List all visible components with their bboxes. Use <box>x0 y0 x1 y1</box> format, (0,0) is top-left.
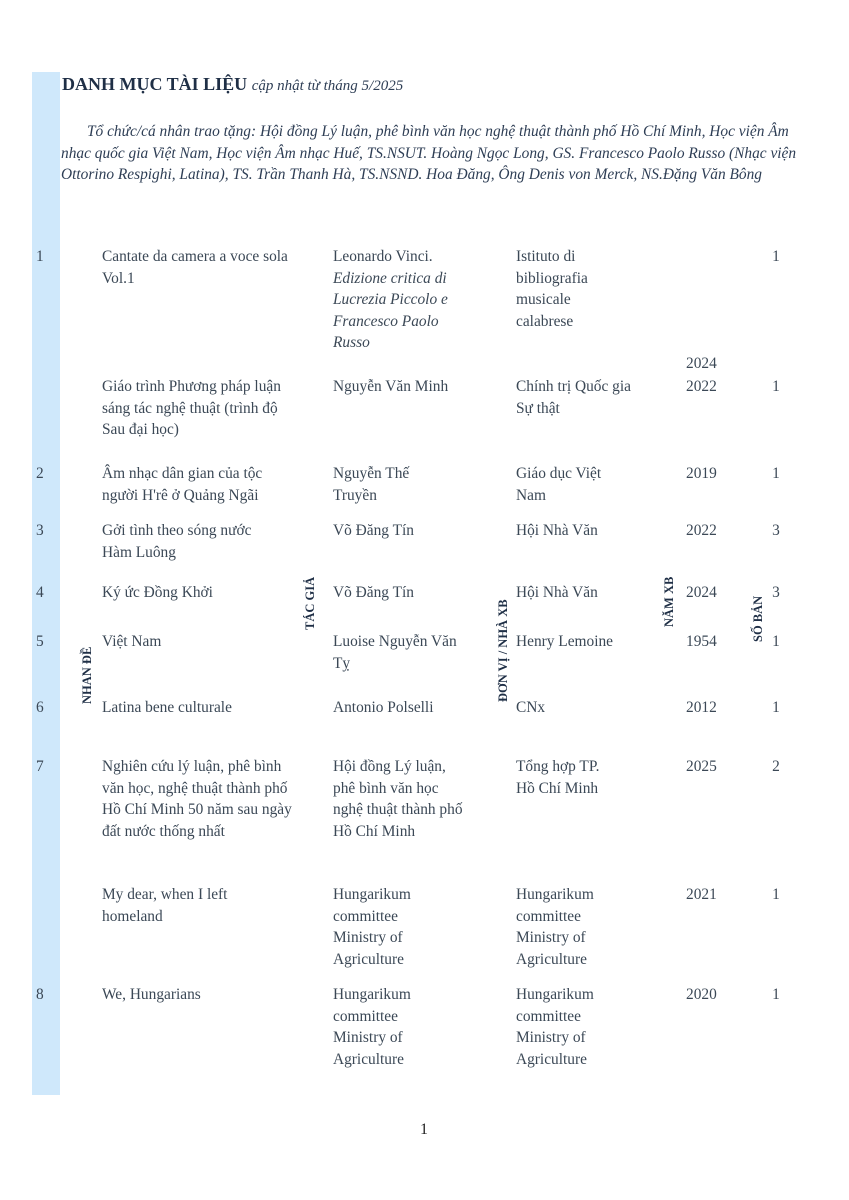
row-number: 1 <box>36 248 44 265</box>
row-publisher: Chính trị Quốc gia Sự thật <box>516 378 631 417</box>
row-title: Latina bene culturale <box>102 699 232 716</box>
row-year: 2025 <box>686 758 717 775</box>
row-publisher: Istituto di bibliografia musicale calabrese <box>516 248 588 330</box>
row-publisher: Tổng hợp TP. Hồ Chí Minh <box>516 758 600 797</box>
row-copies: 1 <box>772 986 780 1003</box>
page-number: 1 <box>420 1121 428 1138</box>
row-copies: 1 <box>772 886 780 903</box>
row-author-name: Leonardo Vinci. <box>333 248 433 265</box>
column-header-title: NHAN ĐỀ <box>80 646 94 704</box>
row-copies: 3 <box>772 584 780 601</box>
row-publisher: Hội Nhà Văn <box>516 584 598 601</box>
row-author-editors: Edizione critica di Lucrezia Piccolo e Francesco Paolo Russo <box>333 269 448 352</box>
column-header-copies: SỐ BẢN <box>751 595 765 642</box>
row-year: 2021 <box>686 886 717 903</box>
row-copies: 2 <box>772 758 780 775</box>
row-year: 1954 <box>686 633 717 650</box>
column-header-year: NĂM XB <box>662 576 676 627</box>
row-copies: 1 <box>772 248 780 265</box>
row-title: My dear, when I left homeland <box>102 886 228 925</box>
column-header-publisher: ĐƠN VỊ / NHÀ XB <box>496 599 510 702</box>
row-author: Nguyễn Văn Minh <box>333 378 449 395</box>
row-publisher: Henry Lemoine <box>516 633 614 650</box>
row-year: 2024 <box>686 355 717 372</box>
row-year: 2022 <box>686 522 717 539</box>
title-subtitle: cập nhật từ tháng 5/2025 <box>251 78 404 94</box>
row-title: Giáo trình Phương pháp luận sáng tác nghệ thuật (trình độ Sau đại học) <box>102 378 281 439</box>
row-author: Hungarikum committee Ministry of Agriculture <box>333 886 411 968</box>
row-year: 2020 <box>686 986 717 1003</box>
row-author: Luoise Nguyễn Văn Tỵ <box>333 633 457 672</box>
row-year: 2012 <box>686 699 717 716</box>
row-title: Cantate da camera a voce sola Vol.1 <box>102 248 288 287</box>
document-title <box>62 74 403 95</box>
row-author: Nguyễn Thế Truyền <box>333 465 410 504</box>
row-title: Ký ức Đồng Khởi <box>102 584 213 601</box>
row-publisher: Hội Nhà Văn <box>516 522 598 539</box>
row-copies: 1 <box>772 465 780 482</box>
row-copies: 3 <box>772 522 780 539</box>
row-number: 7 <box>36 758 44 775</box>
row-title: Nghiên cứu lý luận, phê bình văn học, nghệ thuật thành phố Hồ Chí Minh 50 năm sau ngày đất nước thống nhất <box>102 758 292 840</box>
row-number: 5 <box>36 633 44 650</box>
donors-intro: Tổ chức/cá nhân trao tặng: Hội đồng Lý luận, phê bình văn học nghệ thuật thành phố Hồ Chí Minh, Học viện Âm nhạc quốc gia Việt Nam, Học viện Âm nhạc Huế, TS.NSUT. Hoàng Ngọc Long, GS. Francesco Paolo Russo (Nhạc viện Ottorino Respighi, Latina), TS. Trần Thanh Hà, TS.NSND. Hoa Đăng, Ông Denis von Merck, NS.Đặng Văn Bông <box>61 123 797 184</box>
row-publisher: Giáo dục Việt Nam <box>516 465 602 504</box>
row-author <box>333 246 483 354</box>
row-year: 2019 <box>686 465 717 482</box>
row-year: 2022 <box>686 378 717 395</box>
row-number: 8 <box>36 986 44 1003</box>
row-publisher: Hungarikum committee Ministry of Agriculture <box>516 986 594 1068</box>
row-title: Gởi tình theo sóng nước Hàm Luông <box>102 522 252 561</box>
row-copies: 1 <box>772 378 780 395</box>
row-publisher: Hungarikum committee Ministry of Agriculture <box>516 886 594 968</box>
row-title: Âm nhạc dân gian của tộc người H'rê ở Quảng Ngãi <box>102 465 263 504</box>
row-author: Võ Đăng Tín <box>333 584 414 601</box>
title-main: DANH MỤC TÀI LIỆU <box>62 74 248 94</box>
row-year: 2024 <box>686 584 717 601</box>
row-number: 3 <box>36 522 44 539</box>
row-copies: 1 <box>772 633 780 650</box>
row-author: Võ Đăng Tín <box>333 522 414 539</box>
row-number: 4 <box>36 584 44 601</box>
row-author: Antonio Polselli <box>333 699 434 716</box>
row-title: We, Hungarians <box>102 986 201 1003</box>
row-author: Hội đồng Lý luận, phê bình văn học nghệ thuật thành phố Hồ Chí Minh <box>333 758 463 840</box>
row-number: 2 <box>36 465 44 482</box>
row-number: 6 <box>36 699 44 716</box>
row-author: Hungarikum committee Ministry of Agriculture <box>333 986 411 1068</box>
column-header-author: TÁC GIẢ <box>303 576 317 630</box>
row-copies: 1 <box>772 699 780 716</box>
row-publisher: CNx <box>516 699 546 716</box>
row-title: Việt Nam <box>102 633 162 650</box>
